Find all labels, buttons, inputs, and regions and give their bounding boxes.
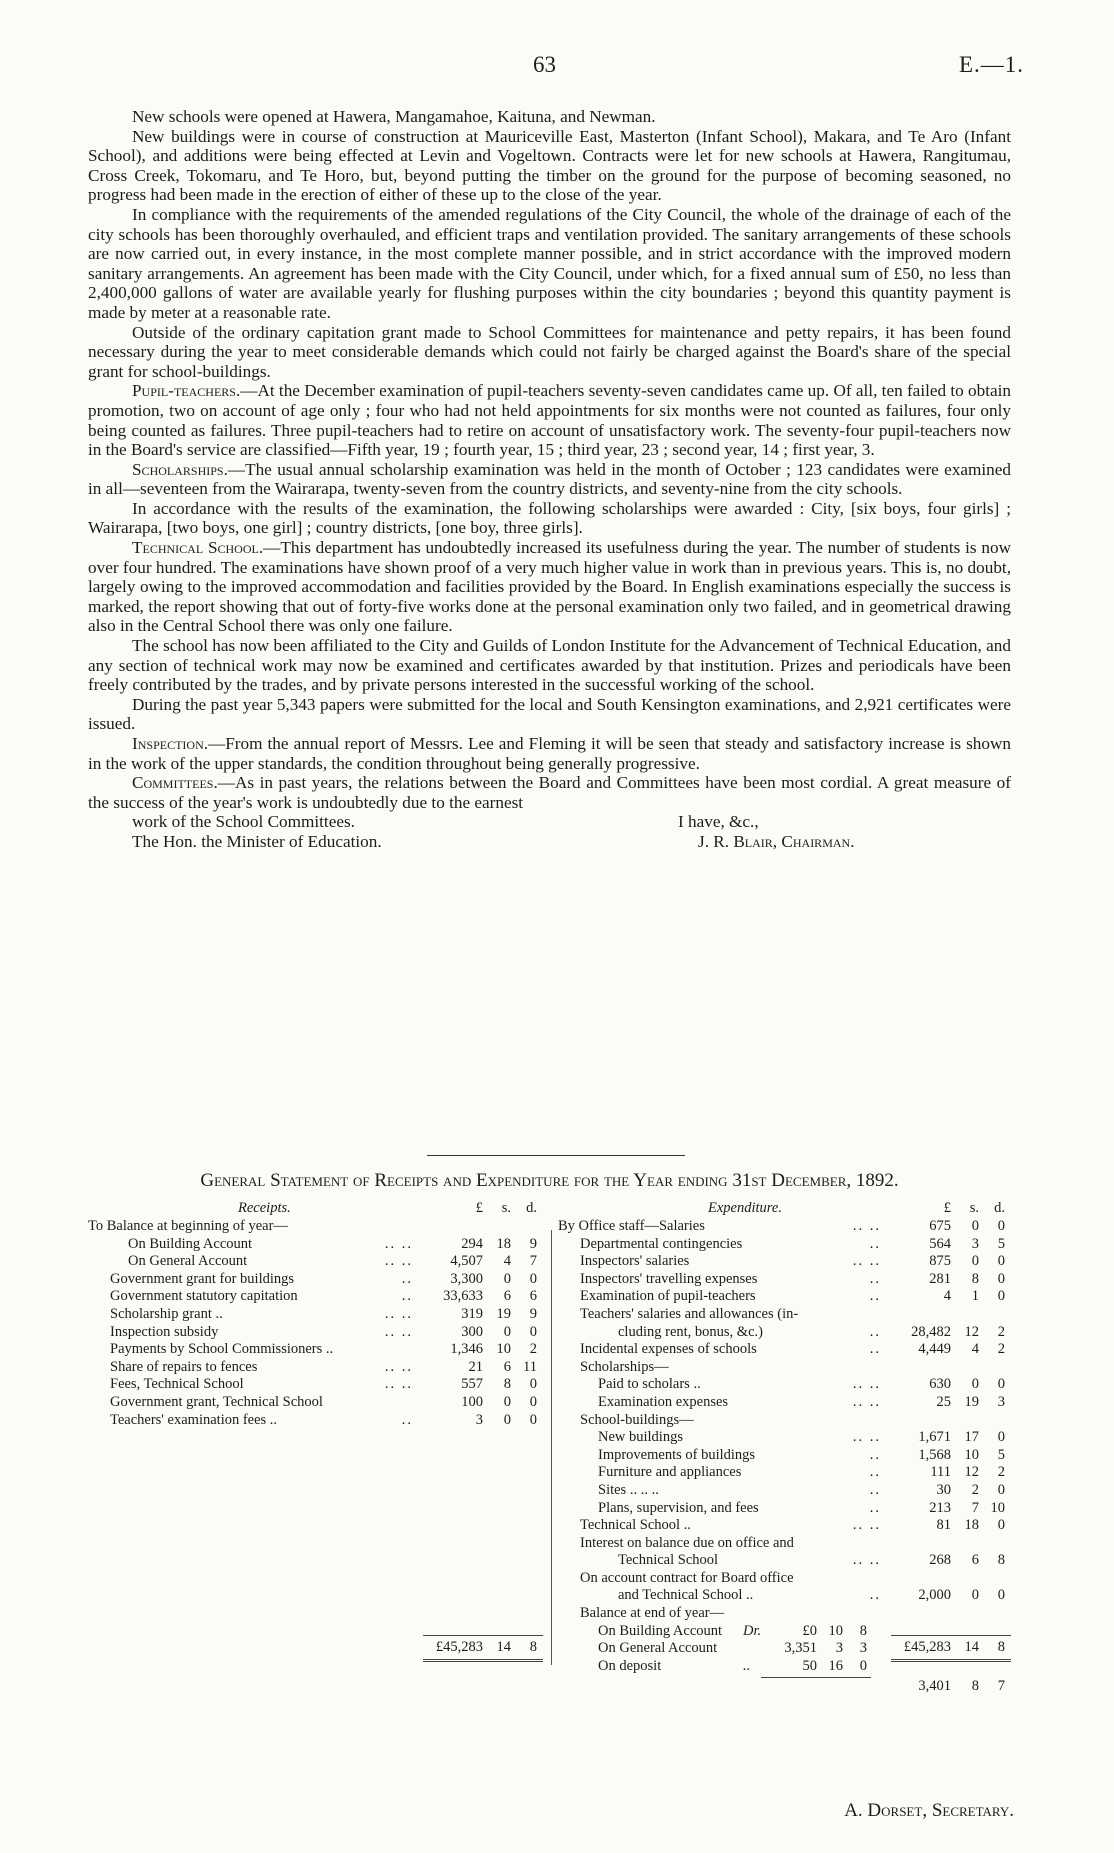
- shillings-header: s.: [501, 1200, 511, 1216]
- expenditure-row: [558, 1306, 1011, 1324]
- chairman-signature: J. R. Blair, Chairman.: [698, 831, 855, 851]
- expenditure-row: [558, 1271, 1011, 1289]
- expenditure-amount: 213 7 10: [929, 1499, 1005, 1516]
- expenditure-label: School-buildings—: [580, 1411, 694, 1428]
- expenditure-amount: 630 0 0: [929, 1376, 1005, 1393]
- closing-salutation: I have, &c.,: [678, 812, 759, 832]
- paragraph-inspection: Inspection.—From the annual report of Messrs. Lee and Fleming it will be seen that steady and satisfactory increase is shown in the work of the upper standards, the condition throughout being generally progressive.: [88, 734, 1011, 773]
- leader-dots: ..: [869, 1270, 881, 1287]
- expenditure-row: [558, 1482, 1011, 1500]
- receipts-label: Government grant, Technical School: [110, 1393, 323, 1410]
- report-body: [88, 107, 1011, 852]
- receipts-row: [88, 1341, 543, 1359]
- expenditure-amount: 675 0 0: [929, 1218, 1005, 1234]
- receipts-total-block: [423, 1635, 543, 1662]
- leader-dots: ..: [869, 1481, 881, 1498]
- paragraph-examinations: During the past year 5,343 papers were submitted for the local and South Kensington examinations, and 2,921 certificates were issued.: [88, 694, 1011, 734]
- expenditure-header: [558, 1200, 1011, 1218]
- balance-total-row: [558, 1675, 1011, 1695]
- receipts-label: To Balance at beginning of year—: [88, 1218, 288, 1234]
- expenditure-row: [558, 1500, 1011, 1518]
- receipts-total-rule: [423, 1635, 543, 1636]
- expenditure-row: [558, 1587, 1011, 1605]
- expenditure-row: [558, 1605, 1011, 1623]
- expenditure-label: On account contract for Board office: [580, 1569, 794, 1586]
- receipts-amount: 1,346 10 2: [450, 1341, 537, 1358]
- receipts-total-double-rule: [423, 1659, 543, 1662]
- leader-dots: .. ..: [852, 1552, 881, 1569]
- expenditure-total-double-rule: [891, 1659, 1011, 1662]
- leader-dots: ..: [869, 1235, 881, 1252]
- page-header: [88, 52, 1024, 82]
- expenditure-rows: [558, 1218, 1011, 1623]
- receipts-amount: 300 0 0: [461, 1323, 537, 1340]
- leader-dots: ..: [869, 1323, 881, 1340]
- leader-dots: .. ..: [852, 1393, 881, 1410]
- expenditure-row: [558, 1464, 1011, 1482]
- expenditure-label: cluding rent, bonus, &c.): [618, 1323, 763, 1340]
- expenditure-amount: 564 3 5: [929, 1235, 1005, 1252]
- paragraph-new-buildings: New buildings were in course of construction at Mauriceville East, Masterton (Infant School), Makara, and Te Aro (Infant School), and additions were being effected at Levin and Vogeltown. Contracts were let for new schools at Hawera, Rangitumau, Cross Creek, Tokomaru, and Te Horo, but, beyond putting the timber on the ground for the purpose of becoming seasoned, no progress had been made in the erection of either of these up to the close of the year.: [88, 126, 1011, 205]
- expenditure-amount: 25 19 3: [936, 1393, 1005, 1410]
- balance-item-label: On General Account: [598, 1640, 718, 1657]
- expenditure-label: Examination expenses: [598, 1393, 729, 1410]
- receipts-caption: Receipts.: [238, 1200, 291, 1216]
- balance-item-amount: £0 10 8: [802, 1622, 867, 1639]
- heading-committees: Committees.: [132, 773, 218, 793]
- leader-dots: ..: [869, 1464, 881, 1481]
- expenditure-amount: 28,482 12 2: [911, 1323, 1005, 1340]
- balance-item-amount: 50 16 0: [802, 1657, 867, 1674]
- balance-item-amount: 3,351 3 3: [784, 1640, 867, 1657]
- receipts-row: [88, 1394, 543, 1412]
- receipts-amount: 294 18 9: [461, 1235, 537, 1252]
- leader-dots: .. ..: [384, 1376, 413, 1393]
- leader-dots: .. ..: [852, 1429, 881, 1446]
- receipts-row: [88, 1376, 543, 1394]
- document-reference: E.—1.: [958, 52, 1024, 77]
- balance-total: 3,401 8 7: [918, 1678, 1005, 1695]
- paragraph-pupil-teachers: Pupil-teachers.—At the December examination of pupil-teachers seventy-seven candidates came up. Of all, ten failed to obtain promotion, two on account of age only ; four who had not held appointments for six months were not counted as failures, four only being counted as failures. Three pupil-teachers had to retire on account of unsatisfactory work. The seventy-four pupil-teachers now in the Board's service are classified—Fifth year, 19 ; fourth year, 15 ; third year, 23 ; second year, 14 ; first year, 3.: [88, 381, 1012, 460]
- paragraph-drainage: In compliance with the requirements of the amended regulations of the City Council, the whole of the drainage of each of the city schools has been thoroughly overhauled, and efficient traps and ventilation provided. The sanitary arrangements of these schools are now carried out, in every instance, in the most complete manner possible, and in strict accordance with the improved modern sanitary arrangements. An agreement has been made with the City Council, under which, for a fixed annual sum of £50, no less than 2,400,000 gallons of water are available yearly for flushing purposes within the city boundaries ; beyond this quantity payment is made by meter at a reasonable rate.: [88, 204, 1011, 322]
- leader-dots: .. ..: [852, 1253, 881, 1270]
- heading-inspection: Inspection.: [132, 734, 209, 753]
- leader-dots: ..: [401, 1270, 413, 1287]
- balance-item-label: On deposit: [598, 1657, 662, 1674]
- receipts-row: [88, 1253, 543, 1271]
- expenditure-label: New buildings: [598, 1429, 683, 1446]
- expenditure-label: By Office staff—Salaries: [558, 1218, 705, 1234]
- receipts-amount: 21 6 11: [468, 1358, 537, 1375]
- receipts-total: £45,283 14 8: [435, 1639, 537, 1655]
- expenditure-total-block: [891, 1635, 1011, 1662]
- receipts-label: Scholarship grant ..: [110, 1305, 223, 1322]
- pence-header: d.: [526, 1200, 537, 1216]
- expenditure-label: Examination of pupil-teachers: [580, 1288, 756, 1305]
- expenditure-row: [558, 1412, 1011, 1430]
- expenditure-label: Paid to scholars ..: [598, 1376, 701, 1393]
- expenditure-label: Teachers' salaries and allowances (in-: [580, 1305, 799, 1322]
- receipts-label: Share of repairs to fences: [110, 1358, 258, 1375]
- leader-dots: .. ..: [852, 1376, 881, 1393]
- leader-dots: .. ..: [852, 1517, 881, 1534]
- receipts-money-header: [423, 1200, 543, 1217]
- heading-pupil-teachers: Pupil-teachers.: [132, 381, 241, 401]
- expenditure-caption: Expenditure.: [708, 1200, 782, 1216]
- expenditure-amount: 30 2 0: [936, 1481, 1005, 1498]
- expenditure-label: Sites .. .. ..: [598, 1481, 659, 1498]
- expenditure-total-rule: [891, 1635, 1011, 1636]
- expenditure-label: Improvements of buildings: [598, 1446, 756, 1463]
- expenditure-money-header: £ s. d.: [943, 1200, 1005, 1216]
- leader-dots: ..: [401, 1411, 413, 1428]
- receipts-row: [88, 1271, 543, 1289]
- column-divider: [551, 1230, 552, 1665]
- paragraph-technical-school: Technical School.—This department has undoubtedly increased its usefulness during the year. The number of students is now over four hundred. The examinations have shown proof of a very much higher value in work than in previous years. This is, no doubt, largely owing to the improved accommodation and facilities provided by the Board. In English examinations especially the success is marked, the report showing that out of forty-five works done at the personal examination only two failed, and in geometrical drawing also in the Central School there was only one failure.: [88, 538, 1011, 636]
- signature-row: [88, 832, 1011, 852]
- paragraph-capitation: Outside of the ordinary capitation grant made to School Committees for maintenance and petty repairs, it has been found necessary during the year to meet considerable demands which could not fairly be charged against the Board's share of the special grant for school-buildings.: [88, 322, 1011, 381]
- expenditure-label: Furniture and appliances: [598, 1464, 742, 1481]
- expenditure-row: [558, 1288, 1011, 1306]
- receipts-label: Teachers' examination fees ..: [110, 1411, 278, 1428]
- statement-table: [88, 1200, 1011, 1695]
- leader-dots: ..: [869, 1288, 881, 1305]
- paragraph-affiliation: The school has now been affiliated to the City and Guilds of London Institute for the Advancement of Technical Education, and any section of technical work may now be examined and certificates awarded by that institution. Prizes and periodicals have been freely contributed by the trades, and by private persons interested in the successful working of the school.: [88, 636, 1011, 695]
- receipts-label: On General Account: [128, 1253, 248, 1270]
- expenditure-row: [558, 1535, 1011, 1553]
- expenditure-row: [558, 1236, 1011, 1254]
- expenditure-row: [558, 1376, 1011, 1394]
- expenditure-row: [558, 1570, 1011, 1588]
- leader-dots: .. ..: [384, 1305, 413, 1322]
- expenditure-row: [558, 1253, 1011, 1271]
- receipts-row: [88, 1306, 543, 1324]
- expenditure-amount: 111 12 2: [930, 1464, 1005, 1481]
- expenditure-amount: 4 1 0: [943, 1288, 1005, 1305]
- expenditure-label: Departmental contingencies: [580, 1235, 743, 1252]
- receipts-label: Payments by School Commissioners ..: [110, 1341, 334, 1358]
- receipts-amount: 3 0 0: [475, 1411, 537, 1428]
- expenditure-row: [558, 1394, 1011, 1412]
- expenditure-amount: 2,000 0 0: [918, 1587, 1005, 1604]
- expenditure-amount: 875 0 0: [929, 1253, 1005, 1270]
- expenditure-row: [558, 1552, 1011, 1570]
- receipts-row: [88, 1288, 543, 1306]
- leader-dots: ..: [869, 1446, 881, 1463]
- expenditure-amount: 268 6 8: [929, 1552, 1005, 1569]
- receipts-amount: 33,633 6 6: [443, 1288, 537, 1305]
- leader-dots: ..: [869, 1499, 881, 1516]
- closing-row: [88, 812, 1011, 832]
- receipts-label: Government grant for buildings: [110, 1270, 295, 1287]
- expenditure-label: Technical School ..: [580, 1517, 691, 1534]
- leader-dots: .. ..: [384, 1323, 413, 1340]
- receipts-label: Fees, Technical School: [110, 1376, 244, 1393]
- expenditure-row: [558, 1447, 1011, 1465]
- expenditure-label: Inspectors' salaries: [580, 1253, 690, 1270]
- receipts-label: Government statutory capitation: [110, 1288, 298, 1305]
- paragraph-new-schools: New schools were opened at Hawera, Mangamahoe, Kaituna, and Newman.: [132, 107, 656, 126]
- pounds-header: £: [475, 1200, 483, 1216]
- paragraph-awards: In accordance with the results of the examination, the following scholarships were awarded : City, [six boys, four girls] ; Wairarapa, [two boys, one girl] ; country districts, [one boy, three girls].: [88, 498, 1011, 538]
- statement-title: General Statement of Receipts and Expenditure for the Year ending 31st December, 1892.: [200, 1170, 899, 1191]
- receipts-row: [88, 1218, 543, 1236]
- expenditure-label: Incidental expenses of schools: [580, 1341, 757, 1358]
- expenditure-amount: 1,568 10 5: [918, 1446, 1005, 1463]
- heading-technical-school: Technical School.: [132, 538, 264, 558]
- expenditure-row: [558, 1517, 1011, 1535]
- receipts-amount: 557 8 0: [461, 1376, 537, 1393]
- receipts-column: [88, 1200, 543, 1655]
- expenditure-row: [558, 1359, 1011, 1377]
- receipts-row: [88, 1412, 543, 1430]
- expenditure-amount: 1,671 17 0: [918, 1429, 1005, 1446]
- expenditure-row: [558, 1429, 1011, 1447]
- receipts-amount: 4,507 4 7: [450, 1253, 537, 1270]
- receipts-header: [88, 1200, 543, 1218]
- balance-item-prefix: Dr.: [743, 1622, 762, 1639]
- expenditure-label: and Technical School ..: [618, 1587, 754, 1604]
- paragraph-scholarships: Scholarships.—The usual annual scholarship examination was held in the month of October ; 123 candidates were examined in all—seventeen from the Wairarapa, twenty-seven from the country districts, and seventy-nine from the city schools.: [88, 459, 1011, 499]
- receipts-row: [88, 1236, 543, 1254]
- receipts-amount: 100 0 0: [461, 1393, 537, 1410]
- receipts-rows: [88, 1218, 543, 1429]
- leader-dots: .. ..: [384, 1235, 413, 1252]
- secretary-signature: A. Dorset, Secretary.: [844, 1800, 1014, 1821]
- expenditure-row: [558, 1341, 1011, 1359]
- paragraph-committees: Committees.—As in past years, the relations between the Board and Committees have been most cordial. A great measure of the success of the year's work is undoubtedly due to the earnest: [88, 773, 1011, 812]
- leader-dots: .. ..: [384, 1358, 413, 1375]
- expenditure-row: [558, 1218, 1011, 1236]
- expenditure-label: Inspectors' travelling expenses: [580, 1270, 758, 1287]
- receipts-amount: 3,300 0 0: [450, 1270, 537, 1287]
- receipts-label: Inspection subsidy: [110, 1323, 219, 1340]
- balance-item-label: On Building Account: [598, 1622, 723, 1639]
- expenditure-column: [558, 1200, 1011, 1695]
- receipts-row: [88, 1359, 543, 1377]
- expenditure-label: Plans, supervision, and fees: [598, 1499, 759, 1516]
- leader-dots: .. ..: [384, 1253, 413, 1270]
- expenditure-label: Balance at end of year—: [580, 1605, 725, 1622]
- expenditure-row: [558, 1324, 1011, 1342]
- leader-dots: ..: [401, 1288, 413, 1305]
- expenditure-amount: 281 8 0: [929, 1270, 1005, 1287]
- page-number: 63: [533, 52, 556, 77]
- heading-scholarships: Scholarships.: [132, 459, 228, 479]
- expenditure-amount: 4,449 4 2: [918, 1341, 1005, 1358]
- receipts-row: [88, 1324, 543, 1342]
- balance-item-prefix: ..: [743, 1657, 751, 1674]
- expenditure-total: £45,283 14 8: [903, 1639, 1005, 1655]
- section-divider: [427, 1155, 685, 1156]
- addressee: The Hon. the Minister of Education.: [132, 831, 382, 851]
- expenditure-amount: 81 18 0: [936, 1517, 1005, 1534]
- expenditure-label: Scholarships—: [580, 1358, 669, 1375]
- committees-last-line: work of the School Committees.: [132, 812, 355, 832]
- expenditure-label: Interest on balance due on office and: [580, 1534, 794, 1551]
- leader-dots: .. ..: [852, 1218, 881, 1234]
- leader-dots: ..: [869, 1341, 881, 1358]
- receipts-amount: 319 19 9: [461, 1305, 537, 1322]
- leader-dots: ..: [869, 1587, 881, 1604]
- expenditure-label: Technical School: [618, 1552, 719, 1569]
- balance-subtotal-rule: [761, 1677, 871, 1678]
- receipts-label: On Building Account: [128, 1235, 253, 1252]
